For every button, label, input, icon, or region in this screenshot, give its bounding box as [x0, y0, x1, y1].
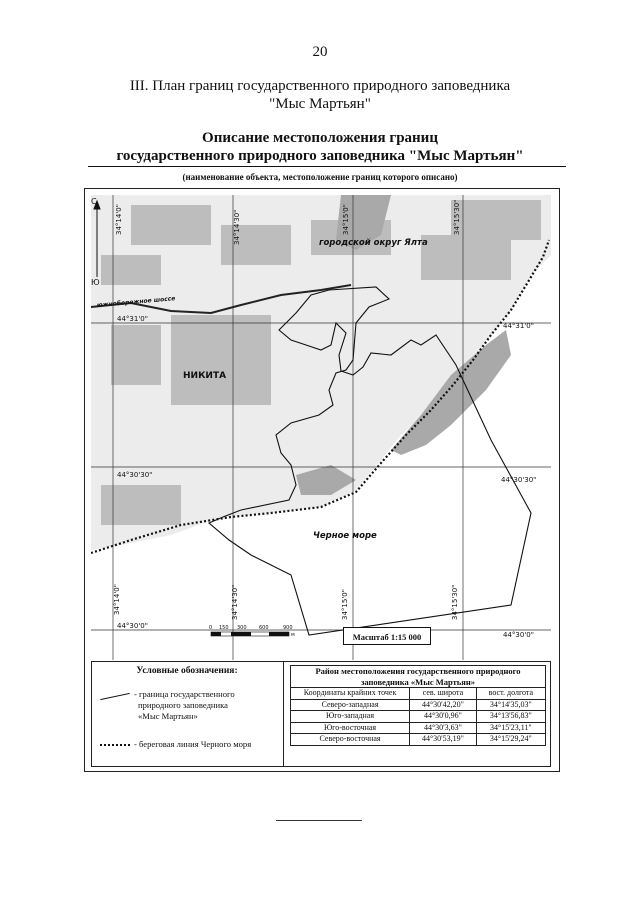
point-longitude: 34°15'29,24" [476, 734, 545, 746]
header-points: Координаты крайних точек [291, 688, 410, 700]
scale-tick-300: 300 [237, 625, 247, 631]
coordinates-table [290, 665, 546, 746]
legend-symbols [92, 662, 284, 766]
table-row [291, 722, 546, 734]
table-title: Район местоположения государственного природного заповедника «Мыс Мартьян» [291, 666, 546, 688]
yalta-label: городской округ Ялта [319, 238, 428, 248]
legend-coast-text: - береговая линия Черного моря [134, 739, 252, 749]
scale-label: Масштаб 1:15 000 [343, 627, 431, 645]
nikita-label: НИКИТА [183, 371, 227, 381]
footer-rule [276, 820, 362, 821]
section-heading-line-1: III. План границ государственного природного заповедника [129, 78, 511, 94]
object-caption: (наименование объекта, местоположение границ которого описано) [182, 172, 458, 182]
description-title-line-2: государственного природного заповедника "Мыс Мартьян" [116, 148, 524, 164]
sea-label: Черное море [313, 531, 377, 541]
scale-tick-0: 0 [209, 625, 213, 631]
header-longitude: вост. долгота [476, 688, 545, 700]
table-row [291, 734, 546, 746]
legend-boundary-text-3: «Мыс Мартьян» [138, 711, 198, 721]
lon-label-1b: 34°14'0" [113, 584, 121, 615]
point-latitude: 44°30'0,96" [410, 711, 477, 723]
point-name: Юго-восточная [291, 722, 410, 734]
lon-label-2b: 34°14'30" [231, 584, 239, 620]
point-longitude: 34°15'23,11" [476, 722, 545, 734]
coastline-symbol [100, 744, 130, 746]
lat-label-3: 44°30'0" [117, 622, 148, 630]
lon-label-4b: 34°15'30" [451, 584, 459, 620]
table-row [291, 711, 546, 723]
scale-unit: м [291, 632, 295, 638]
lat-label-1: 44°31'0" [117, 315, 148, 323]
description-title-line-1: Описание местоположения границ [202, 130, 438, 146]
north-label: С [91, 197, 97, 206]
road-label: южнобережное шоссе [96, 295, 176, 309]
lon-label-4: 34°15'30" [453, 199, 461, 235]
legend-boundary-text-2: природного заповедника [138, 700, 228, 710]
point-latitude: 44°30'53,19" [410, 734, 477, 746]
point-longitude: 34°14'35,03" [476, 699, 545, 711]
lon-label-2: 34°14'30" [233, 209, 241, 245]
table-title-row [291, 666, 546, 688]
section-heading-line-2: "Мыс Мартьян" [269, 96, 371, 112]
point-latitude: 44°30'42,20" [410, 699, 477, 711]
lon-label-3: 34°15'0" [342, 204, 350, 235]
point-longitude: 34°13'56,83" [476, 711, 545, 723]
boundary-line-symbol [100, 693, 130, 700]
lat-label-1b: 44°31'0" [503, 322, 534, 330]
lat-label-2: 44°30'30" [117, 471, 153, 479]
scale-tick-600: 600 [259, 625, 269, 631]
table-row [291, 699, 546, 711]
legend-panel [91, 661, 551, 767]
title-underline [88, 166, 566, 167]
lat-label-2b: 44°30'30" [501, 476, 537, 484]
page-number: 20 [312, 44, 328, 60]
point-latitude: 44°30'3,63" [410, 722, 477, 734]
scale-tick-150: 150 [219, 625, 229, 631]
lon-label-1: 34°14'0" [115, 204, 123, 235]
scale-tick-900: 900 [283, 625, 293, 631]
legend-boundary-text-1: - граница государственного [134, 689, 235, 699]
table-header-row [291, 688, 546, 700]
lon-label-3b: 34°15'0" [341, 589, 349, 620]
point-name: Юго-западная [291, 711, 410, 723]
legend-title: Условные обозначения: [136, 666, 238, 676]
point-name: Северо-восточная [291, 734, 410, 746]
south-label: Ю [91, 278, 100, 287]
header-latitude: сев. широта [410, 688, 477, 700]
point-name: Северо-западная [291, 699, 410, 711]
lat-label-3b: 44°30'0" [503, 631, 534, 639]
boundary-map [91, 195, 551, 660]
